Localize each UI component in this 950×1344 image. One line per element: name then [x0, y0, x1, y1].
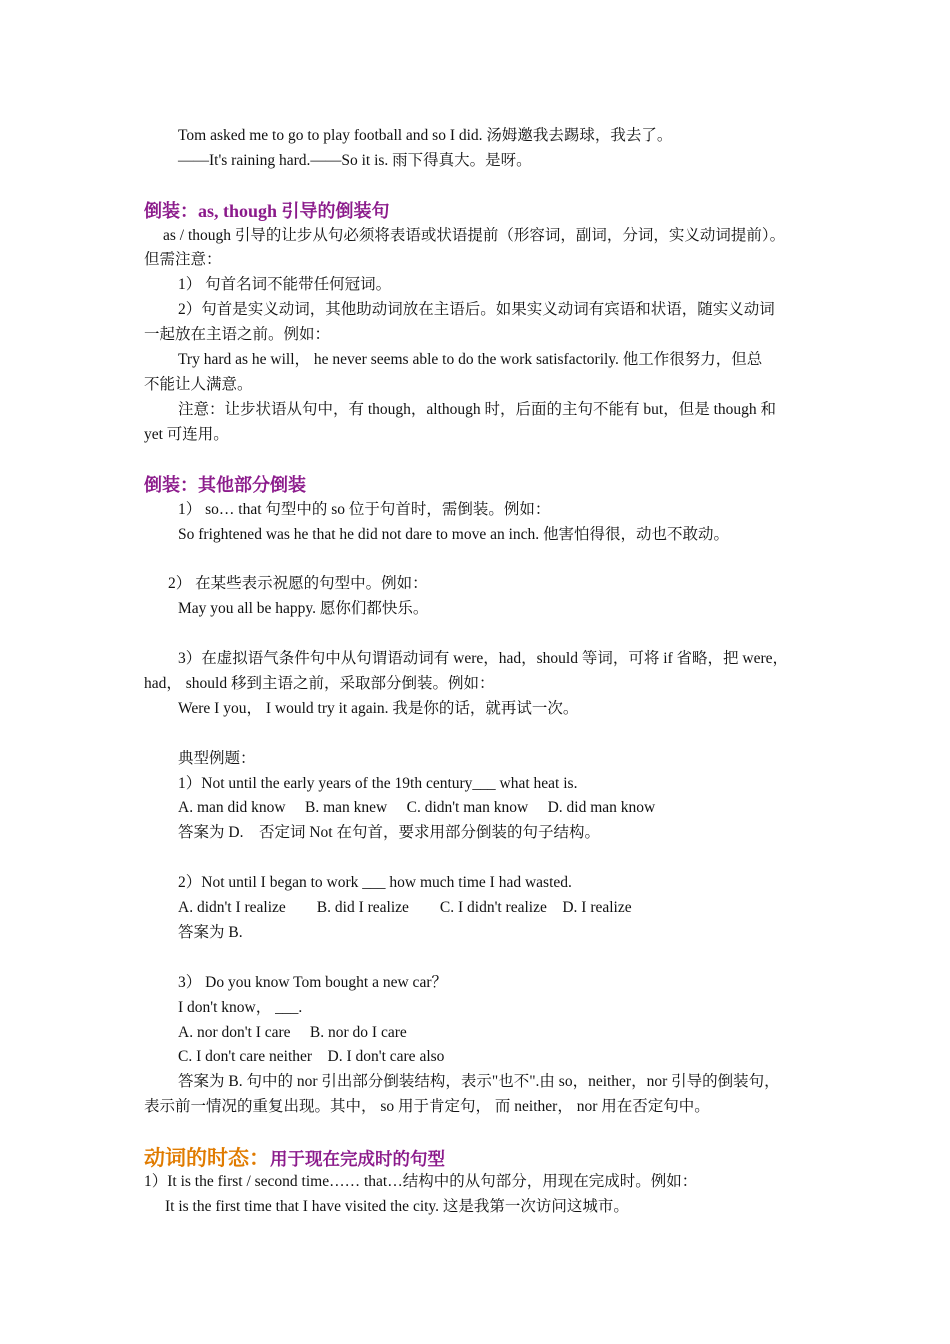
question-options: C. I don't care neither D. I don't care also — [178, 1048, 445, 1065]
question-options: A. nor don't I care B. nor do I care — [178, 1024, 407, 1041]
example-sentence: It is the first time that I have visited the city. 这是我第一次访问这城市。 — [165, 1198, 629, 1215]
paragraph-line: had， should 移到主语之前，采取部分倒装。例如： — [144, 675, 495, 692]
paragraph-line: 但需注意： — [144, 251, 222, 268]
answer-explanation: 答案为 B. — [178, 924, 243, 941]
answer-explanation: 表示前一情况的重复出现。其中， so 用于肯定句， 而 neither， nor 用在否定句中。 — [144, 1098, 710, 1115]
answer-explanation: 答案为 B. 句中的 nor 引出部分倒装结构，表示"也不".由 so，neither，nor 引导的倒装句， — [178, 1073, 780, 1090]
note-line: 注意：让步状语从句中，有 though，although 时，后面的主句不能有 but，但是 though 和 — [178, 401, 777, 418]
paragraph-line: as / though 引导的让步从句必须将表语或状语提前（形容词，副词，分词，实义动词提前）。 — [163, 227, 786, 244]
heading-main: 动词的时态： — [144, 1146, 270, 1170]
question-text: 3） Do you know Tom bought a new car？ — [178, 974, 447, 991]
question-options: A. man did know B. man knew C. didn't man know D. did man know — [178, 799, 656, 816]
rule-item: 1） 句首名词不能带任何冠词。 — [178, 276, 392, 293]
question-options: A. didn't I realize B. did I realize C. I didn't realize D. I realize — [178, 899, 632, 916]
example-sentence: May you all be happy. 愿你们都快乐。 — [178, 600, 429, 617]
section-heading-present-perfect — [144, 1146, 445, 1171]
section-heading-as-though: 倒装：as, though 引导的倒装句 — [144, 201, 390, 221]
rule-item: 2）句首是实义动词，其他助动词放在主语后。如果实义动词有宾语和状语，随实义动词 — [178, 301, 775, 318]
rule-item: 1） so… that 句型中的 so 位于句首时，需倒装。例如： — [178, 501, 551, 518]
answer-explanation: 答案为 D. 否定词 Not 在句首，要求用部分倒装的句子结构。 — [178, 824, 600, 841]
example-sentence: ——It's raining hard.——So it is. 雨下得真大。是呀。 — [178, 152, 532, 169]
paragraph-line: 不能让人满意。 — [144, 376, 253, 393]
example-sentence: Try hard as he will， he never seems able to do the work satisfactorily. 他工作很努力，但总 — [178, 351, 763, 368]
question-text: 1）Not until the early years of the 19th century___ what heat is. — [178, 775, 578, 792]
rule-item: 3）在虚拟语气条件句中从句谓语动词有 were，had，should 等词，可将 if 省略，把 were， — [178, 650, 789, 667]
section-heading-partial-inversion: 倒装：其他部分倒装 — [144, 475, 306, 495]
example-sentence: Tom asked me to go to play football and so I did. 汤姆邀我去踢球，我去了。 — [178, 127, 673, 144]
rule-item: 2） 在某些表示祝愿的句型中。例如： — [168, 575, 428, 592]
example-sentence: Were I you， I would try it again. 我是你的话，就再试一次。 — [178, 700, 579, 717]
example-sentence: So frightened was he that he did not dare to move an inch. 他害怕得很，动也不敢动。 — [178, 526, 730, 543]
heading-sub: 用于现在完成时的句型 — [270, 1149, 445, 1169]
question-text: 2）Not until I began to work ___ how much time I had wasted. — [178, 874, 572, 891]
note-line: yet 可连用。 — [144, 426, 229, 443]
rule-item: 1）It is the first / second time…… that…结构中的从句部分，用现在完成时。例如： — [144, 1173, 698, 1190]
examples-label: 典型例题： — [178, 750, 256, 767]
paragraph-line: 一起放在主语之前。例如： — [144, 326, 331, 343]
question-text: I don't know， ___. — [178, 999, 303, 1016]
